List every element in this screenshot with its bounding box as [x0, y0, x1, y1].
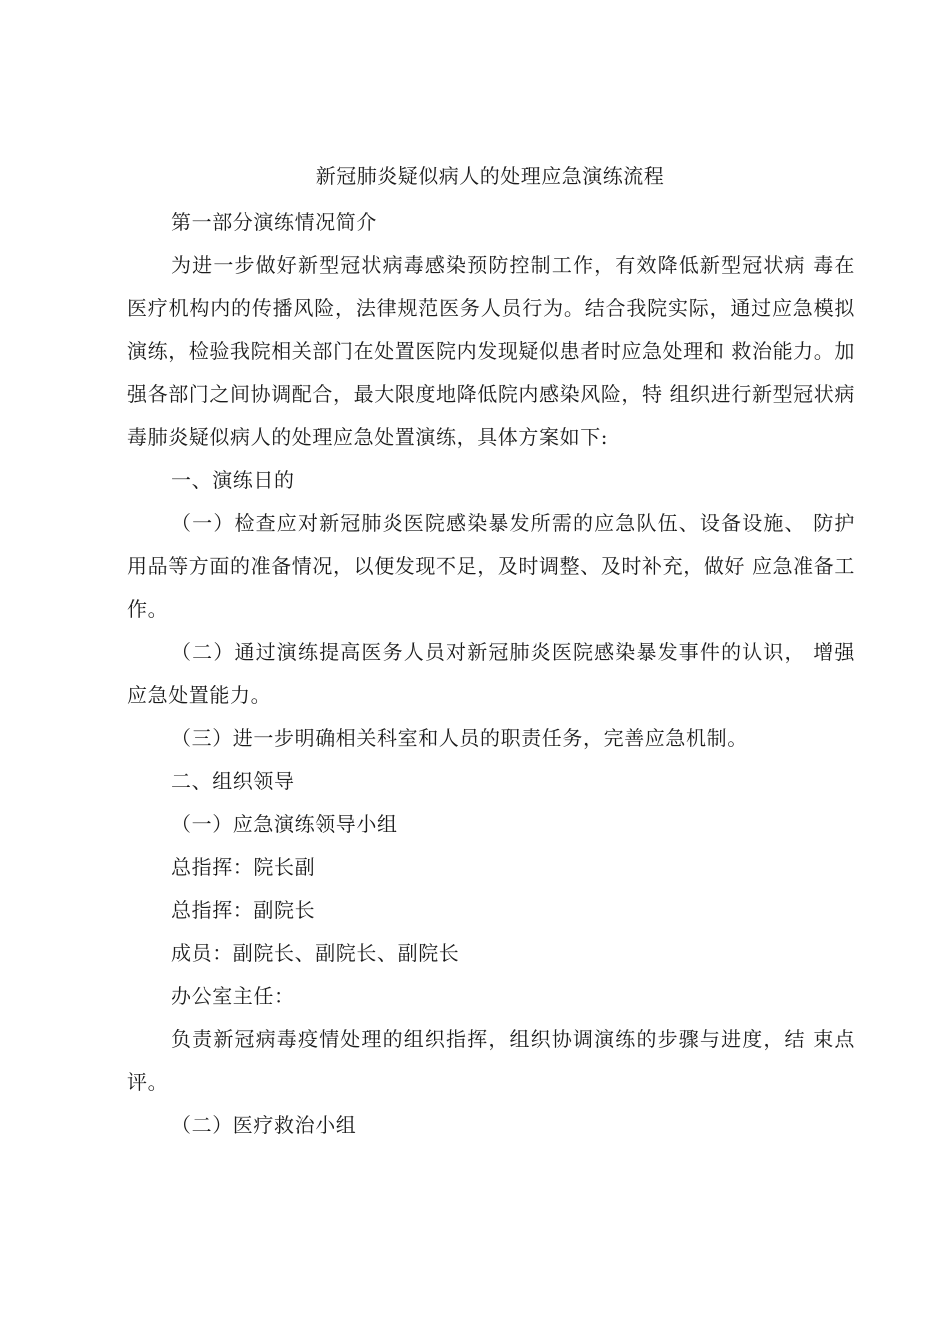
intro-paragraph: 为进一步做好新型冠状病毒感染预防控制工作，有效降低新型冠状病 毒在医疗机构内的传播风险，法律规范医务人员行为。结合我院实际，通过应急模拟演练，检验我院相关部门在处置医院内发现疑似患者时应急处理和 救治能力。加强各部门之间协调配合，最大限度地降低院内感染风险，特 组织进行新型冠状病毒肺炎疑似病人的处理应急处置演练，具体方案如下:: [127, 253, 855, 449]
members-line: 成员：副院长、副院长、副院长: [171, 941, 460, 965]
section-heading-part-one: 第一部分演练情况简介: [171, 210, 377, 234]
purpose-item-3: （三）进一步明确相关科室和人员的职责任务，完善应急机制。: [171, 726, 748, 750]
document-title: 新冠肺炎疑似病人的处理应急演练流程: [315, 164, 665, 188]
commander-line-2: 总指挥：副院长: [171, 898, 316, 922]
subsection-medical-team: （二）医疗救治小组: [171, 1113, 357, 1137]
responsibility-paragraph: 负责新冠病毒疫情处理的组织指挥，组织协调演练的步骤与进度，结 束点评。: [127, 1027, 855, 1094]
purpose-item-2: （二）通过演练提高医务人员对新冠肺炎医院感染暴发事件的认识， 增强应急处置能力。: [127, 640, 855, 707]
section-heading-organization: 二、组织领导: [171, 769, 295, 793]
section-heading-purpose: 一、演练日的: [171, 468, 295, 492]
document-body: [127, 201, 855, 1147]
commander-line-1: 总指挥：院长副: [171, 855, 316, 879]
purpose-item-1: （一）检查应对新冠肺炎医院感染暴发所需的应急队伍、设备设施、 防护用品等方面的准备情况，以便发现不足，及时调整、及时补充，做好 应急准备工作。: [127, 511, 855, 621]
office-director-line: 办公室主任：: [171, 984, 295, 1008]
subsection-leadership-group: （一）应急演练领导小组: [171, 812, 398, 836]
